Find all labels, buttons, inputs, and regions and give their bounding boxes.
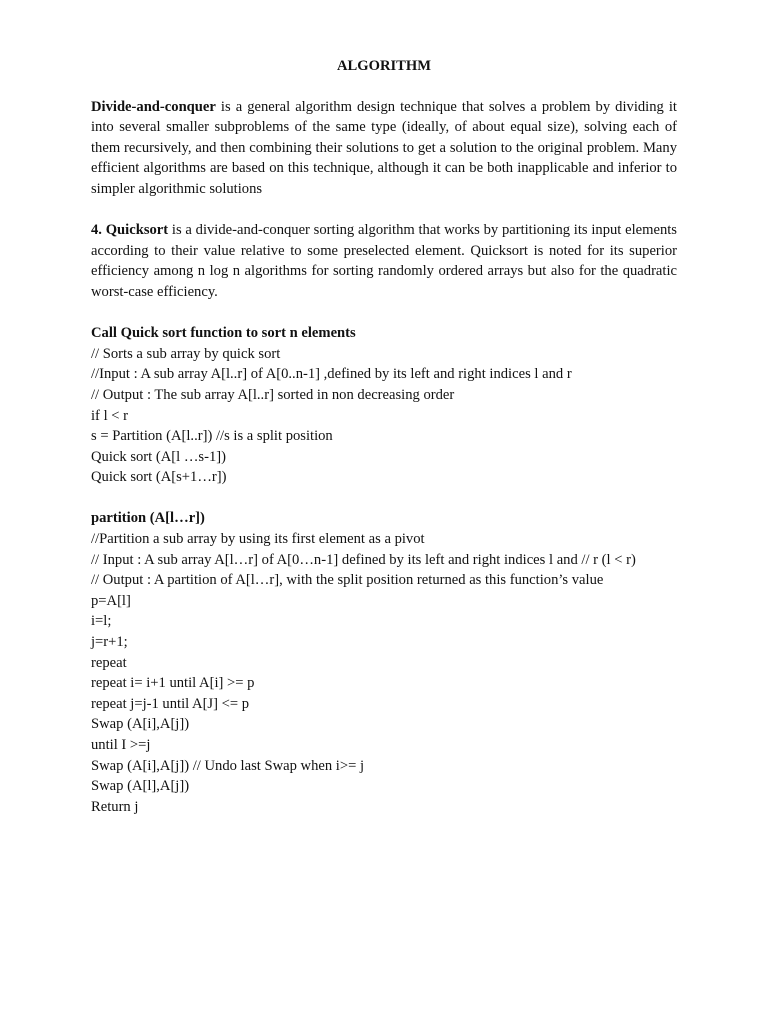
quicksort-term: 4. Quicksort bbox=[91, 222, 169, 239]
intro-term: Divide-and-conquer bbox=[91, 98, 216, 115]
quicksort-paragraph bbox=[91, 220, 677, 302]
quicksort-code-block bbox=[91, 323, 677, 488]
quicksort-text: is a divide-and-conquer sorting algorithm that works by partitioning its input elements according to their value relative to some preselected element. Quicksort is noted for its superior efficiency among n log n algorithms for sorting randomly ordered arrays but also for the quadratic worst-case efficiency. bbox=[91, 222, 677, 300]
code-line: Quick sort (A[s+1…r]) bbox=[91, 469, 227, 486]
partition-code-heading: partition (A[l…r]) bbox=[91, 510, 205, 527]
code-line: if l < r bbox=[91, 407, 129, 424]
code-line: Quick sort (A[l …s-1]) bbox=[91, 448, 226, 465]
code-line: j=r+1; bbox=[91, 634, 128, 651]
document-page bbox=[91, 56, 677, 838]
code-line: // Output : The sub array A[l..r] sorted in non decreasing order bbox=[91, 386, 455, 403]
code-line: Swap (A[i],A[j]) // Undo last Swap when i>= j bbox=[91, 757, 365, 774]
code-line: Swap (A[i],A[j]) bbox=[91, 716, 190, 733]
code-line: //Input : A sub array A[l..r] of A[0..n-1] ,defined by its left and right indices l and r bbox=[91, 366, 572, 383]
code-line: p=A[l] bbox=[91, 592, 131, 609]
partition-code-block bbox=[91, 508, 677, 817]
quicksort-code-heading: Call Quick sort function to sort n elements bbox=[91, 325, 356, 342]
code-line: i=l; bbox=[91, 613, 112, 630]
code-line: repeat bbox=[91, 654, 127, 671]
code-line: s = Partition (A[l..r]) //s is a split position bbox=[91, 428, 333, 445]
code-line: //Partition a sub array by using its first element as a pivot bbox=[91, 531, 425, 548]
document-title: ALGORITHM bbox=[336, 58, 432, 74]
intro-paragraph bbox=[91, 97, 677, 200]
code-line: Return j bbox=[91, 798, 139, 815]
intro-text: is a general algorithm design technique that solves a problem by dividing it into several smaller subproblems of the same type (ideally, of about equal size), solving each of them recursively, and then combining their solutions to get a solution to the original problem. Many efficient algorithms are based on this technique, although it can be both inapplicable and inferior to simpler algorithmic solutions bbox=[91, 98, 677, 197]
code-line: repeat i= i+1 until A[i] >= p bbox=[91, 675, 255, 692]
code-line: Swap (A[l],A[j]) bbox=[91, 778, 190, 795]
code-line: // Input : A sub array A[l…r] of A[0…n-1] defined by its left and right indices l and // r (l < r) bbox=[91, 551, 636, 568]
code-line: until I >=j bbox=[91, 737, 151, 753]
code-line: // Output : A partition of A[l…r], with the split position returned as this function’s value bbox=[91, 572, 604, 589]
code-line: repeat j=j-1 until A[J] <= p bbox=[91, 695, 250, 712]
code-line: // Sorts a sub array by quick sort bbox=[91, 345, 281, 362]
